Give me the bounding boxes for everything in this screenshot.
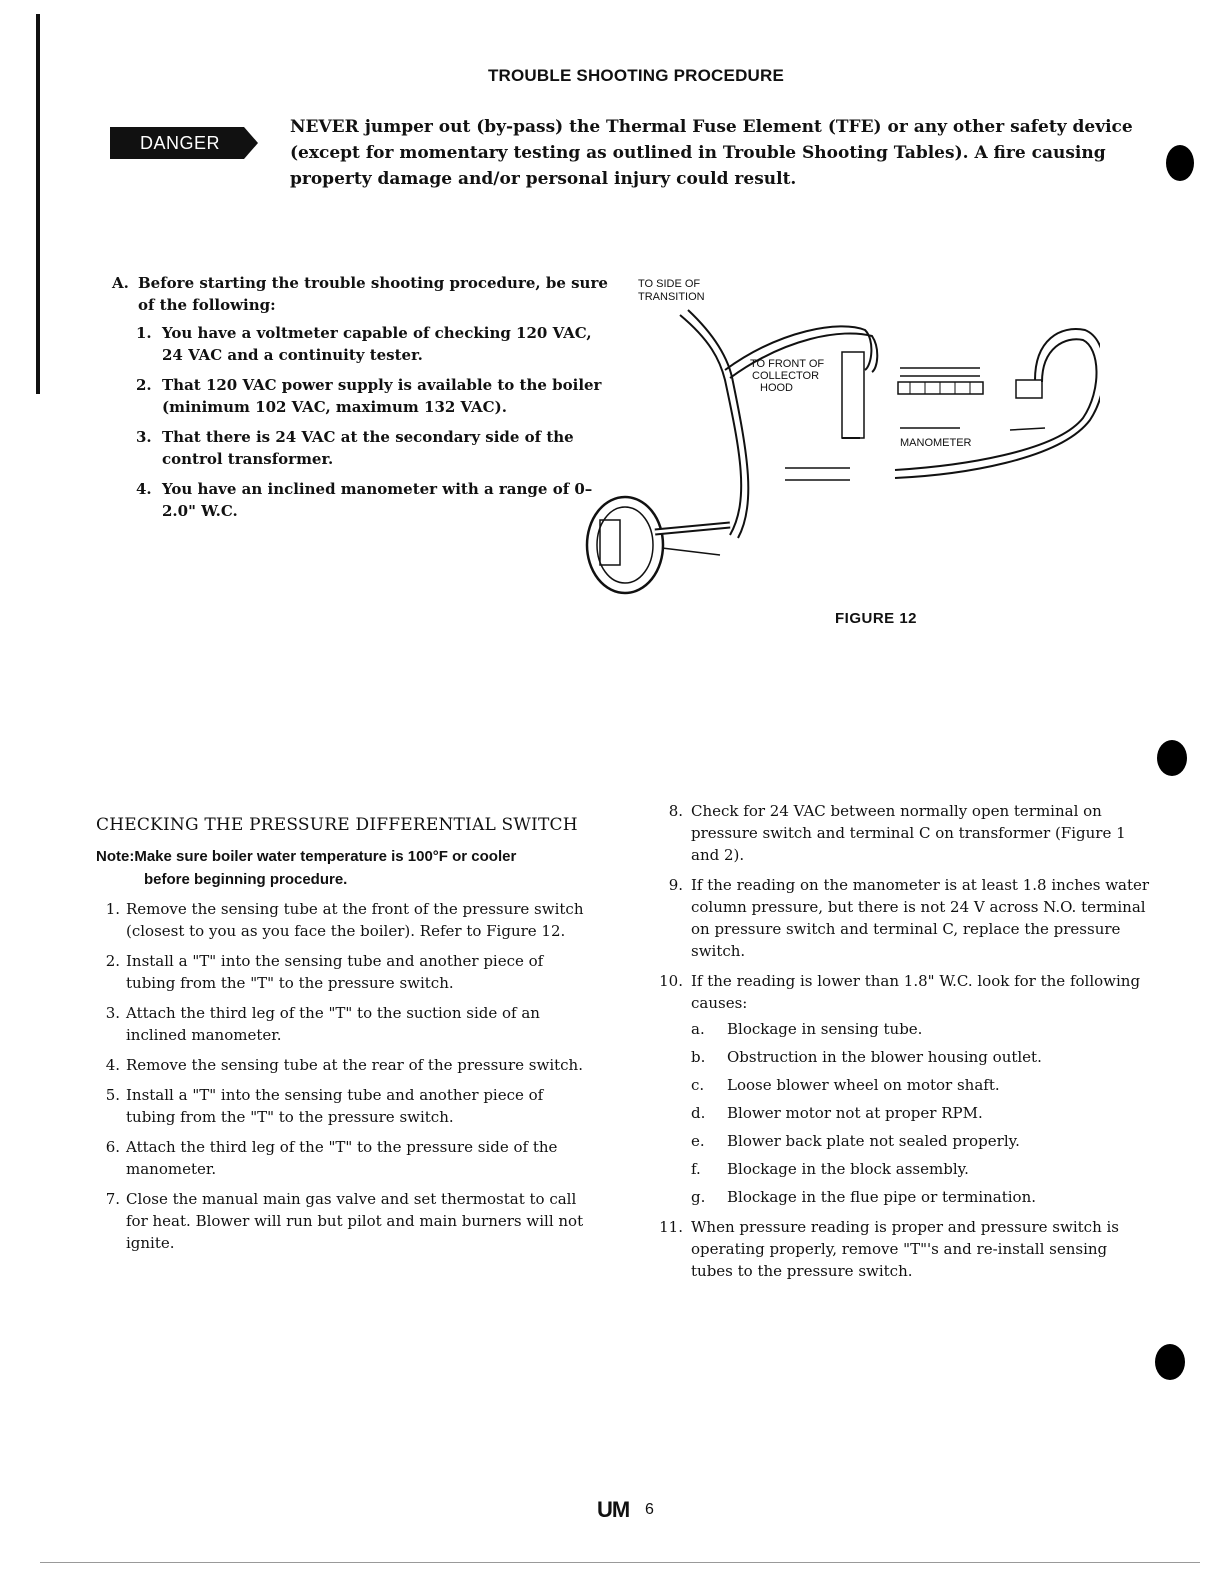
step-text: Check for 24 VAC between normally open terminal on pressure switch and terminal C on transformer (Figure 1 and 2). [691, 802, 1126, 864]
list-item [96, 1054, 596, 1076]
label-collector-2: COLLECTOR [752, 370, 820, 382]
item-text: That 120 VAC power supply is available to the boiler (minimum 102 VAC, maximum 132 VAC). [162, 376, 602, 416]
tube-return-inner [895, 339, 1097, 470]
step-text: Install a "T" into the sensing tube and another piece of tubing from the "T" to the pressure switch. [126, 952, 544, 992]
list-item [691, 1018, 1150, 1040]
list-item [96, 898, 596, 942]
list-item [112, 478, 612, 522]
list-item [96, 1188, 596, 1254]
list-item [112, 322, 612, 366]
cause-text: Blockage in sensing tube. [727, 1020, 923, 1038]
step-text: If the reading is lower than 1.8" W.C. look for the following causes: [691, 972, 1141, 1012]
item-number: 4. [136, 480, 152, 498]
pressure-switch [587, 497, 663, 593]
step-number: 3. [105, 1004, 120, 1022]
cause-text: Blower motor not at proper RPM. [727, 1104, 983, 1122]
cause-letter: c. [691, 1076, 705, 1094]
section-a-marker: A. [112, 274, 129, 292]
binder-hole-bottom [1155, 1344, 1185, 1380]
list-item [655, 874, 1150, 962]
step-text: If the reading on the manometer is at least 1.8 inches water column pressure, but there is not 24 V across N.O. terminal on pressure switch and terminal C, replace the pressure switch. [691, 876, 1150, 960]
list-item [691, 1074, 1150, 1096]
step-number: 11. [659, 1218, 683, 1236]
binder-hole-top [1166, 145, 1194, 181]
note-line-2: before beginning procedure. [144, 871, 348, 888]
list-item [691, 1158, 1150, 1180]
item-text: That there is 24 VAC at the secondary side of the control transformer. [162, 428, 574, 468]
step-text: Attach the third leg of the "T" to the suction side of an inclined manometer. [126, 1004, 540, 1044]
cause-text: Blower back plate not sealed properly. [727, 1132, 1020, 1150]
list-item [655, 1216, 1150, 1282]
note-line-1: Note:Make sure boiler water temperature is 100°F or cooler [96, 848, 517, 865]
step-number: 6. [105, 1138, 120, 1156]
label-collector-3: HOOD [760, 382, 793, 394]
cause-text: Obstruction in the blower housing outlet. [727, 1048, 1042, 1066]
section-a [112, 272, 612, 530]
bottom-rule [40, 1562, 1200, 1563]
list-item [691, 1186, 1150, 1208]
list-item [96, 1002, 596, 1046]
step-text: Attach the third leg of the "T" to the pressure side of the manometer. [126, 1138, 558, 1178]
causes-list [691, 1018, 1150, 1208]
figure-caption: FIGURE 12 [835, 610, 918, 627]
page-title: TROUBLE SHOOTING PROCEDURE [487, 66, 785, 85]
step-number: 5. [105, 1086, 120, 1104]
cause-text: Blockage in the flue pipe or termination. [727, 1188, 1037, 1206]
step-number: 9. [668, 876, 683, 894]
steps-left-column [96, 898, 596, 1262]
step-number: 4. [105, 1056, 120, 1074]
section-heading: CHECKING THE PRESSURE DIFFERENTIAL SWITCH [96, 815, 578, 835]
cause-letter: b. [691, 1048, 706, 1066]
danger-label: DANGER [139, 133, 220, 153]
list-item [691, 1046, 1150, 1068]
list-item [655, 800, 1150, 866]
list-item [655, 970, 1150, 1208]
cause-text: Loose blower wheel on motor shaft. [727, 1076, 1000, 1094]
item-number: 1. [136, 324, 152, 342]
item-text: You have an inclined manometer with a range of 0–2.0" W.C. [162, 480, 593, 520]
list-item [96, 1084, 596, 1128]
list-item [96, 1136, 596, 1180]
step-text: Remove the sensing tube at the front of the pressure switch (closest to you as you face the boiler). Refer to Figure 12. [126, 900, 584, 940]
list-item [112, 374, 612, 418]
list-item [96, 950, 596, 994]
company-logo: UM [597, 1497, 630, 1522]
step-text: Install a "T" into the sensing tube and another piece of tubing from the "T" to the pressure switch. [126, 1086, 544, 1126]
cause-text: Blockage in the block assembly. [727, 1160, 969, 1178]
step-number: 2. [105, 952, 120, 970]
step-text: When pressure reading is proper and pressure switch is operating properly, remove "T"'s and re-install sensing tubes to the pressure switch. [691, 1218, 1119, 1280]
item-number: 3. [136, 428, 152, 446]
cause-letter: f. [691, 1160, 701, 1178]
cause-letter: e. [691, 1132, 705, 1150]
cause-letter: d. [691, 1104, 706, 1122]
section-a-list [112, 322, 612, 522]
tube-transition [680, 315, 741, 535]
figure-12-diagram [580, 270, 1100, 610]
section-a-intro: Before starting the trouble shooting procedure, be sure of the following: [138, 274, 608, 314]
list-item [112, 426, 612, 470]
cause-letter: g. [691, 1188, 706, 1206]
step-number: 1. [105, 900, 120, 918]
note [96, 845, 596, 891]
item-text: You have a voltmeter capable of checking 120 VAC, 24 VAC and a continuity tester. [162, 324, 592, 364]
list-item [691, 1102, 1150, 1124]
label-manometer: MANOMETER [900, 437, 972, 449]
label-transition-2: TRANSITION [638, 291, 705, 303]
label-transition-1: TO SIDE OF [638, 278, 701, 290]
manometer-end [842, 352, 864, 438]
label-collector-1: TO FRONT OF [750, 358, 825, 370]
step-number: 7. [105, 1190, 120, 1208]
item-number: 2. [136, 376, 152, 394]
binder-hole-middle [1157, 740, 1187, 776]
list-item [691, 1130, 1150, 1152]
steps-right-column [655, 800, 1150, 1290]
step-text: Close the manual main gas valve and set thermostat to call for heat. Blower will run but pilot and main burners will not ignite. [126, 1190, 584, 1252]
step-number: 10. [659, 972, 683, 990]
step-number: 8. [668, 802, 683, 820]
page-number: 6 [645, 1501, 654, 1518]
step-text: Remove the sensing tube at the rear of the pressure switch. [126, 1056, 583, 1074]
danger-warning-text: NEVER jumper out (by-pass) the Thermal Fuse Element (TFE) or any other safety device (except for momentary testing as outlined in Trouble Shooting Tables). A fire causing property damage and/or personal injury could result. [290, 117, 1133, 189]
cause-letter: a. [691, 1020, 705, 1038]
